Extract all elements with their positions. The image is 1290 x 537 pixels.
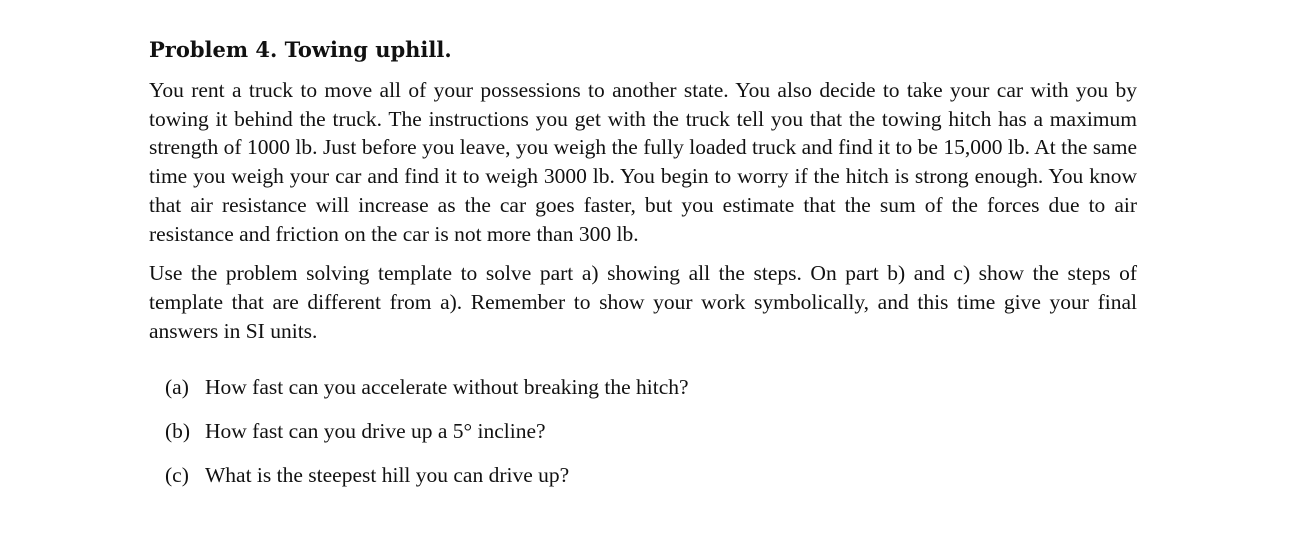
part-question: What is the steepest hill you can drive up? <box>205 463 570 488</box>
problem-description: You rent a truck to move all of your possessions to another state. You also decide to take your car with you by towing it behind the truck. The instructions you get with the truck tell you that the towing hitch has a maximum strength of 1000 lb. Just before you leave, you weigh the fully loaded truck and find it to be 15,000 lb. At the same time you weigh your car and find it to weigh 3000 lb. You begin to worry if the hitch is strong enough. You know that air resistance will increase as the car goes faster, but you estimate that the sum of the forces due to air resistance and friction on the car is not more than 300 lb. <box>149 78 1137 246</box>
problem-title: Problem 4. Towing uphill. <box>149 37 452 62</box>
problem-instructions: Use the problem solving template to solve part a) showing all the steps. On part b) and c) show the steps of template that are different from a). Remember to show your work symbolically, and this time give your final answers in SI units. <box>149 261 1137 343</box>
part-question: How fast can you accelerate without breaking the hitch? <box>205 375 689 400</box>
part-label: (b) <box>165 419 191 444</box>
problem-part-a <box>165 373 1137 401</box>
part-label: (a) <box>165 375 189 400</box>
part-label: (c) <box>165 463 189 488</box>
problem-part-b <box>165 417 1137 445</box>
part-question: How fast can you drive up a 5° incline? <box>205 419 546 444</box>
problem-part-c <box>165 461 1137 489</box>
problem-parts-list <box>149 373 1137 489</box>
problem-page <box>149 36 1137 505</box>
